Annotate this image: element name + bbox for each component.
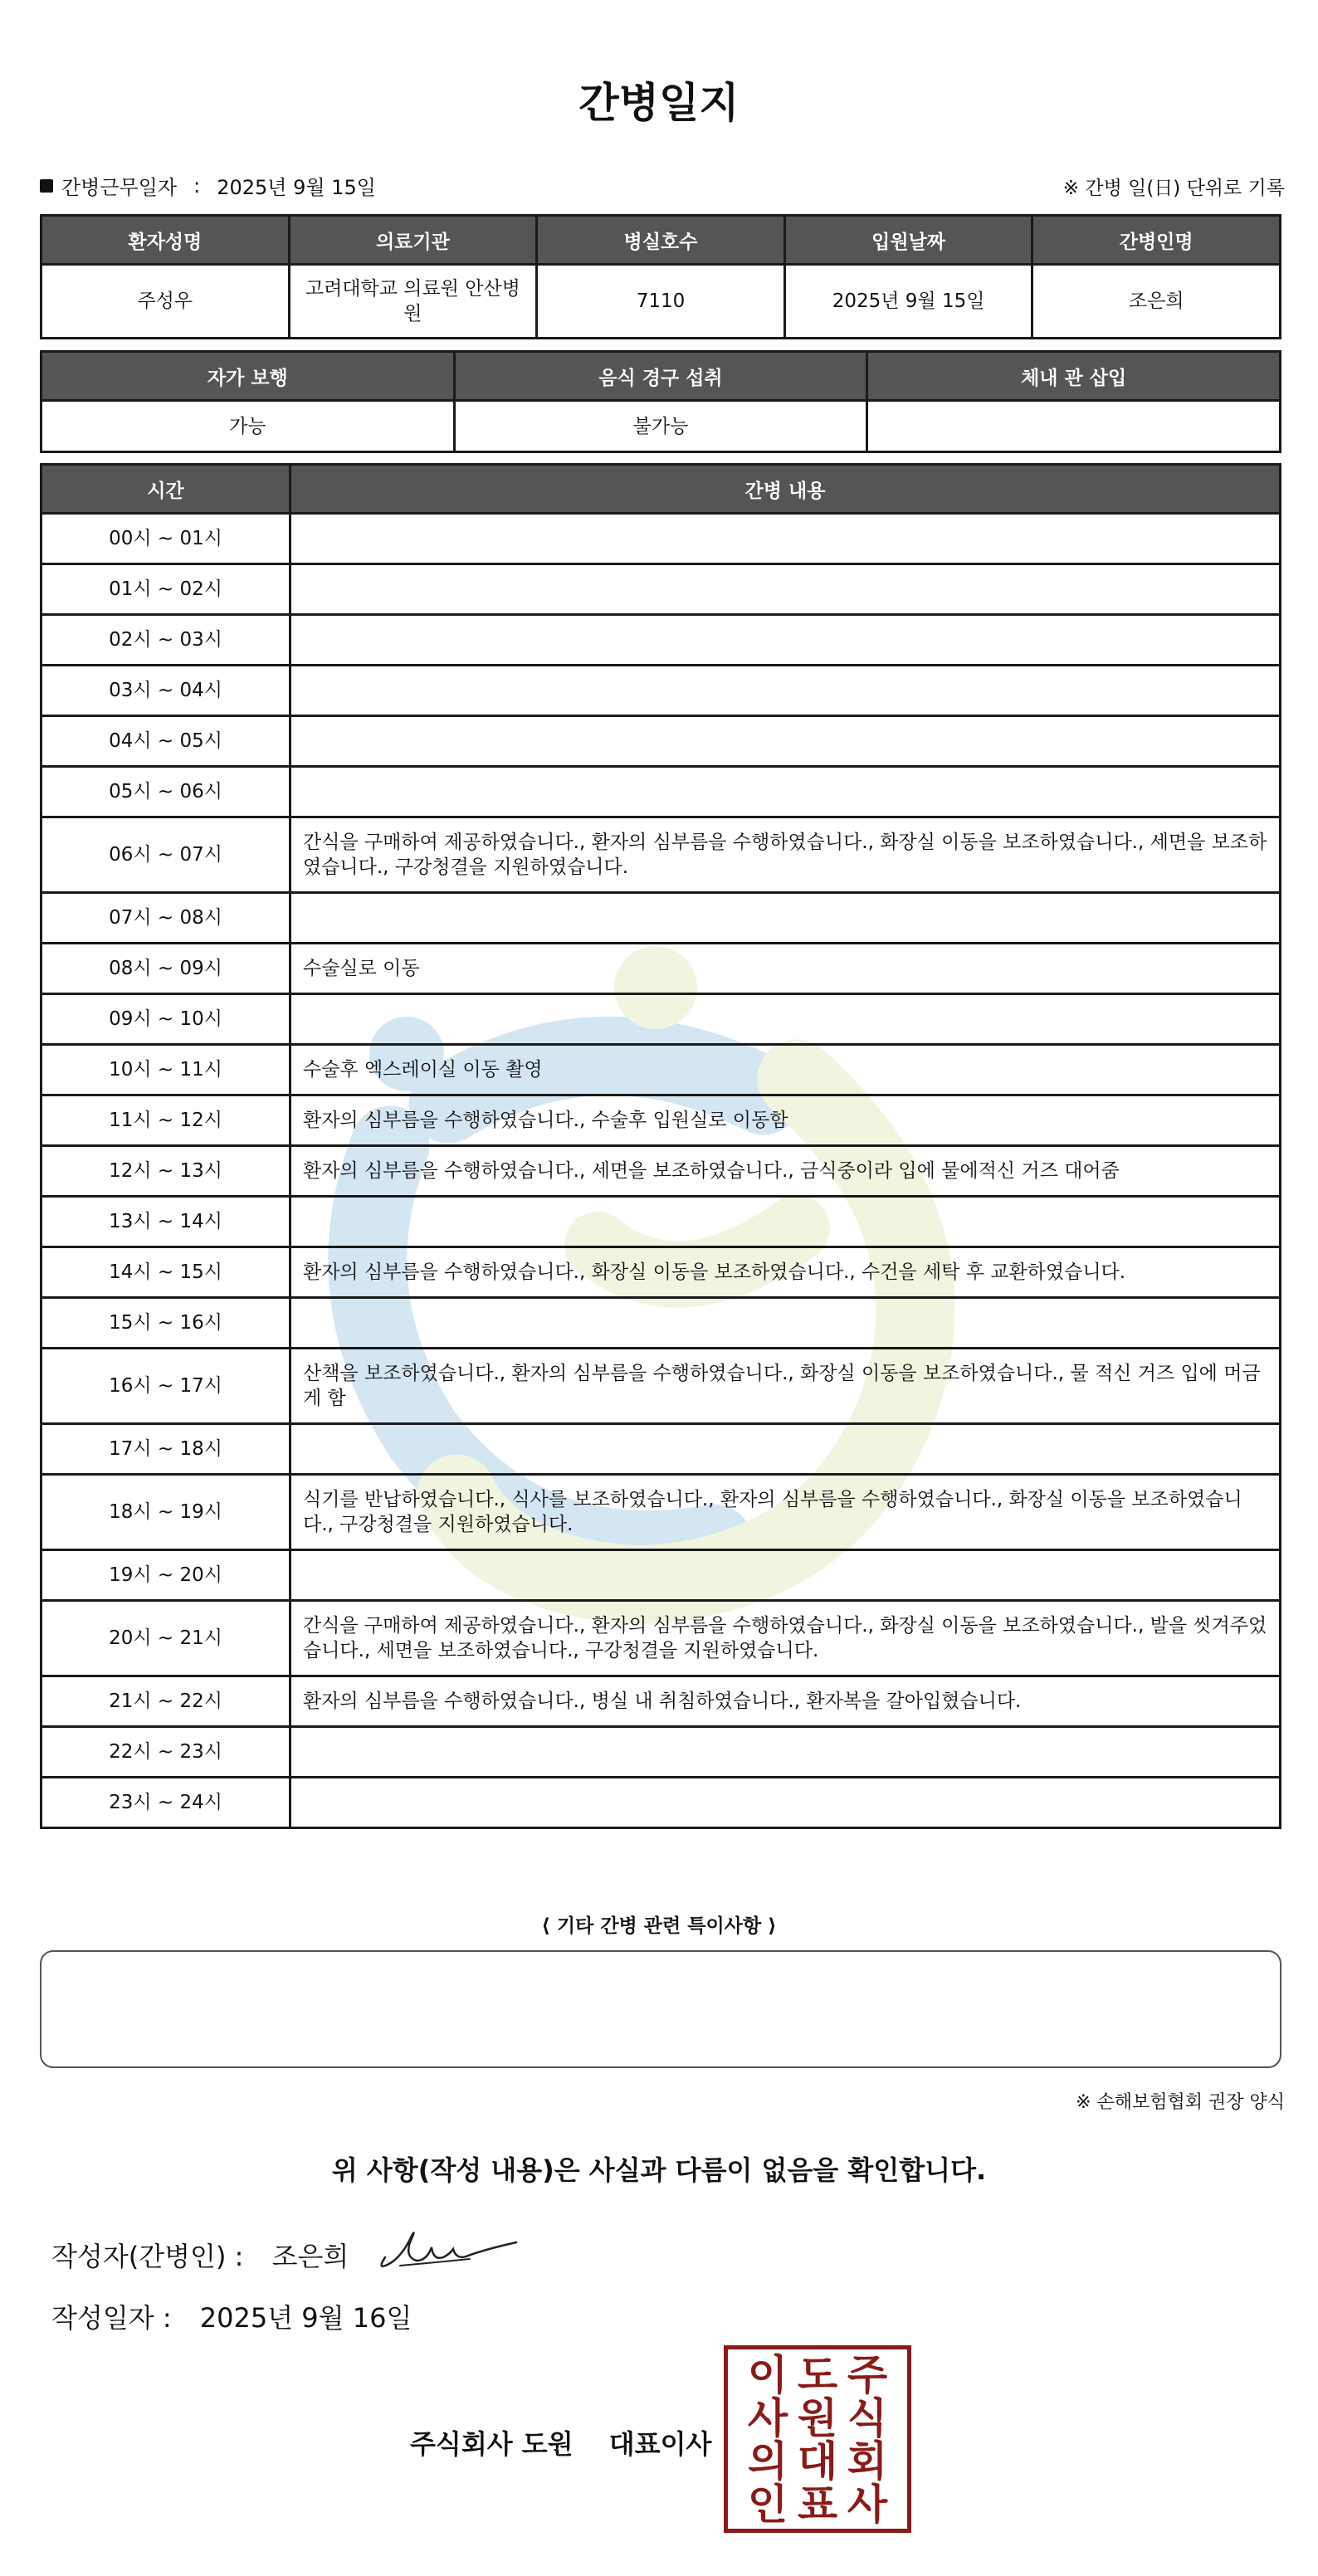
log-time: 22시 ~ 23시 [41, 1727, 290, 1778]
log-row [41, 994, 1281, 1045]
header-room: 병실호수 [537, 216, 785, 265]
seal-char: 사 [847, 2481, 888, 2529]
log-content [290, 1778, 1281, 1828]
log-content: 수술실로 이동 [290, 944, 1281, 994]
log-content [290, 1727, 1281, 1778]
tube-value [867, 401, 1281, 452]
log-content: 산책을 보조하였습니다., 환자의 심부름을 수행하였습니다., 화장실 이동을 보조하였습니다., 물 적신 거즈 입에 머금게 함 [290, 1349, 1281, 1424]
log-row [41, 767, 1281, 817]
work-date-sep: : [193, 173, 201, 198]
log-content: 간식을 구매하여 제공하였습니다., 환자의 심부름을 수행하였습니다., 화장실 이동을 보조하였습니다., 발을 씻겨주었습니다., 세면을 보조하였습니다., 구강청결을 지원하였습니다. [290, 1601, 1281, 1676]
seal-char: 의 [747, 2437, 788, 2486]
log-row [41, 1095, 1281, 1146]
log-content [290, 514, 1281, 564]
page-title: 간병일지 [578, 79, 740, 127]
patient-info-table [40, 214, 1281, 339]
log-row [41, 944, 1281, 994]
company-seal [724, 2345, 911, 2533]
log-row [41, 564, 1281, 615]
log-row [41, 1045, 1281, 1095]
log-time: 21시 ~ 22시 [41, 1676, 290, 1727]
seal-char: 원 [797, 2394, 838, 2442]
log-row [41, 1601, 1281, 1676]
log-content [290, 564, 1281, 615]
header-tube: 체내 관 삽입 [867, 352, 1281, 401]
log-time: 03시 ~ 04시 [41, 666, 290, 716]
log-time: 19시 ~ 20시 [41, 1550, 290, 1601]
log-content [290, 767, 1281, 817]
log-row [41, 615, 1281, 666]
log-row [41, 1778, 1281, 1828]
log-time: 16시 ~ 17시 [41, 1349, 290, 1424]
seal-char: 주 [847, 2351, 888, 2399]
seal-char: 표 [797, 2481, 838, 2529]
oral-intake-value: 불가능 [454, 401, 867, 452]
company-name: 주식회사 도원 [410, 2428, 574, 2460]
log-time: 04시 ~ 05시 [41, 716, 290, 767]
log-row [41, 1676, 1281, 1727]
log-time: 10시 ~ 11시 [41, 1045, 290, 1095]
log-content: 수술후 엑스레이실 이동 촬영 [290, 1045, 1281, 1095]
log-content: 환자의 심부름을 수행하였습니다., 세면을 보조하였습니다., 금식중이라 입에 물에적신 거즈 대어줌 [290, 1146, 1281, 1197]
remarks-box [40, 1950, 1281, 2068]
log-time: 13시 ~ 14시 [41, 1197, 290, 1247]
date-line [51, 2297, 412, 2335]
log-content [290, 1197, 1281, 1247]
room-number: 7110 [537, 265, 785, 339]
log-time: 11시 ~ 12시 [41, 1095, 290, 1146]
admission-date: 2025년 9월 15일 [784, 265, 1032, 339]
header-patient-name: 환자성명 [41, 216, 290, 265]
log-content: 환자의 심부름을 수행하였습니다., 수술후 입원실로 이동함 [290, 1095, 1281, 1146]
header-caregiver: 간병인명 [1032, 216, 1281, 265]
log-content [290, 994, 1281, 1045]
hospital-name: 고려대학교 의료원 안산병원 [289, 265, 537, 339]
log-row [41, 1550, 1281, 1601]
log-time: 20시 ~ 21시 [41, 1601, 290, 1676]
log-content [290, 1424, 1281, 1475]
log-time: 02시 ~ 03시 [41, 615, 290, 666]
patient-name: 주성우 [41, 265, 290, 339]
log-content: 환자의 심부름을 수행하였습니다., 화장실 이동을 보조하였습니다., 수건을 세탁 후 교환하였습니다. [290, 1247, 1281, 1298]
log-content: 환자의 심부름을 수행하였습니다., 병실 내 취침하였습니다., 환자복을 갈아입혔습니다. [290, 1676, 1281, 1727]
log-time: 18시 ~ 19시 [41, 1475, 290, 1550]
log-time: 00시 ~ 01시 [41, 514, 290, 564]
log-content [290, 1298, 1281, 1349]
log-time: 15시 ~ 16시 [41, 1298, 290, 1349]
log-row [41, 1424, 1281, 1475]
log-time: 08시 ~ 09시 [41, 944, 290, 994]
header-hospital: 의료기관 [289, 216, 537, 265]
writer-name: 조은희 [271, 2241, 349, 2272]
log-content: 식기를 반납하였습니다., 식사를 보조하였습니다., 환자의 심부름을 수행하였습니다., 화장실 이동을 보조하였습니다., 구강청결을 지원하였습니다. [290, 1475, 1281, 1550]
patient-status-table [40, 350, 1281, 453]
header-admission-date: 입원날짜 [784, 216, 1032, 265]
log-time: 12시 ~ 13시 [41, 1146, 290, 1197]
remarks-title: ⟨ 기타 간병 관련 특이사항 ⟩ [541, 1915, 777, 1937]
care-log-table [40, 463, 1281, 1829]
signature [370, 2224, 520, 2274]
log-row [41, 1727, 1281, 1778]
log-content: 간식을 구매하여 제공하였습니다., 환자의 심부름을 수행하였습니다., 화장실 이동을 보조하였습니다., 세면을 보조하였습니다., 구강청결을 지원하였습니다. [290, 817, 1281, 893]
log-time: 07시 ~ 08시 [41, 893, 290, 944]
log-row [41, 893, 1281, 944]
log-time: 23시 ~ 24시 [41, 1778, 290, 1828]
work-date-value: 2025년 9월 15일 [217, 176, 376, 199]
log-row [41, 817, 1281, 893]
header-content: 간병 내용 [290, 465, 1281, 514]
seal-char: 대 [797, 2437, 838, 2486]
confirm-statement: 위 사항(작성 내용)은 사실과 다름이 없음을 확인합니다. [331, 2154, 987, 2186]
header-walking: 자가 보행 [41, 352, 455, 401]
seal-char: 회 [847, 2437, 888, 2486]
log-row [41, 514, 1281, 564]
unit-note: ※ 간병 일(日) 단위로 기록 [1062, 178, 1285, 199]
writer-line [51, 2236, 349, 2274]
ceo-title: 대표이사 [608, 2428, 712, 2460]
header-oral-intake: 음식 경구 섭취 [454, 352, 867, 401]
log-row [41, 1247, 1281, 1298]
format-note: ※ 손해보험협회 권장 양식 [1076, 2092, 1285, 2113]
log-time: 01시 ~ 02시 [41, 564, 290, 615]
seal-char: 이 [747, 2351, 788, 2399]
log-row [41, 666, 1281, 716]
date-label: 작성일자 : [51, 2302, 172, 2334]
log-time: 05시 ~ 06시 [41, 767, 290, 817]
company-line [410, 2423, 711, 2461]
log-row [41, 1475, 1281, 1550]
writer-label: 작성자(간병인) : [51, 2241, 244, 2272]
log-content [290, 666, 1281, 716]
log-row [41, 716, 1281, 767]
header-time: 시간 [41, 465, 290, 514]
seal-char: 식 [847, 2394, 888, 2442]
log-time: 06시 ~ 07시 [41, 817, 290, 893]
seal-char: 인 [747, 2481, 788, 2529]
log-content [290, 716, 1281, 767]
date-value: 2025년 9월 16일 [199, 2302, 412, 2334]
log-row [41, 1197, 1281, 1247]
walking-value: 가능 [41, 401, 455, 452]
log-time: 09시 ~ 10시 [41, 994, 290, 1045]
log-row [41, 1298, 1281, 1349]
log-time: 17시 ~ 18시 [41, 1424, 290, 1475]
log-row [41, 1146, 1281, 1197]
seal-char: 사 [747, 2394, 788, 2442]
log-content [290, 893, 1281, 944]
square-bullet-icon [40, 179, 53, 193]
log-row [41, 1349, 1281, 1424]
log-content [290, 615, 1281, 666]
seal-char: 도 [797, 2351, 838, 2399]
log-content [290, 1550, 1281, 1601]
log-time: 14시 ~ 15시 [41, 1247, 290, 1298]
work-date-label: 간병근무일자 [61, 176, 178, 199]
caregiver-name: 조은희 [1032, 265, 1281, 339]
work-date-line [40, 171, 376, 200]
